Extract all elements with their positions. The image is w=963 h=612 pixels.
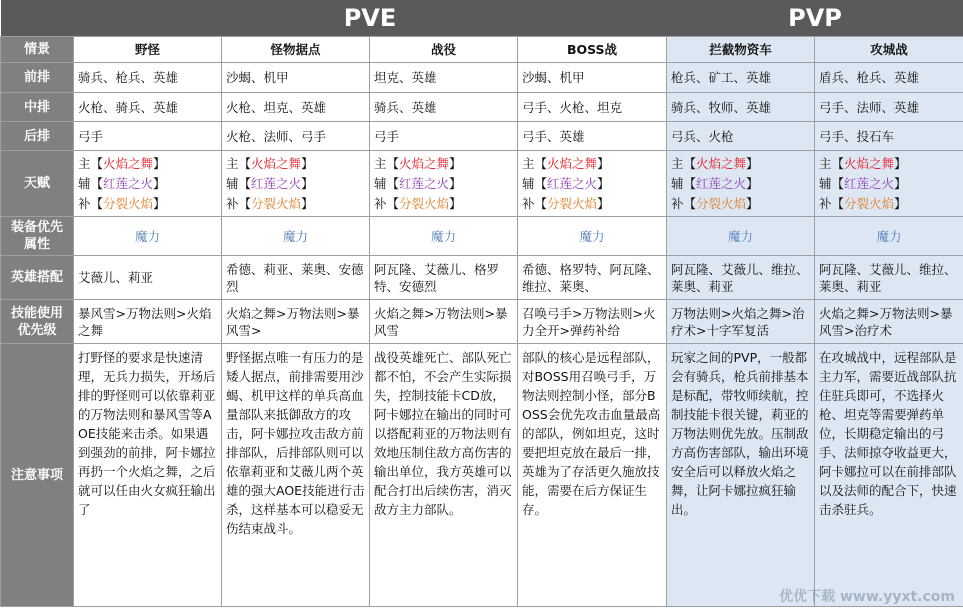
cell: 希德、格罗特、阿瓦隆、维拉、莱奥、 [518, 256, 667, 300]
cell: 艾薇儿、莉亚 [74, 256, 222, 300]
talent-cell [370, 151, 518, 217]
situation-label: 情景 [1, 37, 74, 63]
cell: 弓手、英雄 [518, 122, 667, 151]
talent-extra: 补【分裂火焰】 [226, 195, 314, 211]
header-corner [1, 0, 74, 37]
talent-sub: 辅【红莲之火】 [522, 175, 610, 191]
cell: 盾兵、枪兵、英雄 [815, 63, 963, 93]
cell: 火枪、坦克、英雄 [222, 93, 370, 122]
talent-cell [222, 151, 370, 217]
note-cell: 野怪据点唯一有压力的是矮人据点，前排需要用沙蝎、机甲这样的单兵高血量部队来抵御敌方的攻击，阿卡娜拉攻击敌方前排部队，后排部队则可以依靠莉亚和艾薇儿两个英雄的强大AOE技能进行击杀，这样基本可以稳妥无伤结束战斗。 [222, 344, 370, 607]
talent-extra: 补【分裂火焰】 [819, 195, 907, 211]
cell: 万物法则>火焰之舞>治疗术>十字军复活 [667, 300, 815, 344]
talent-main: 主【火焰之舞】 [78, 155, 166, 171]
talent-main: 主【火焰之舞】 [374, 155, 462, 171]
talent-extra: 补【分裂火焰】 [671, 195, 759, 211]
cell: 沙蝎、机甲 [222, 63, 370, 93]
talent-main: 主【火焰之舞】 [671, 155, 759, 171]
talent-extra: 补【分裂火焰】 [374, 195, 462, 211]
skills-row [1, 300, 963, 344]
talent-cell [74, 151, 222, 217]
note-cell: 战役英雄死亡、部队死亡都不怕，不会产生实际损失，控制技能卡CD放，阿卡娜拉在输出的同时可以搭配莉亚的万物法则有效地压制住敌方高伤害的输出单位，我方英雄可以配合打出后续伤害，消灭敌方主力部队。 [370, 344, 518, 607]
note-cell: 打野怪的要求是快速清理，无兵力损失，开场后排的野怪则可以依靠莉亚的万物法则和暴风雪等AOE技能来击杀。如果遇到强劲的前排，阿卡娜拉再扔一个火焰之舞，之后就可以任由火女疯狂输出了 [74, 344, 222, 607]
cell: 暴风雪>万物法则>火焰之舞 [74, 300, 222, 344]
cell: 火焰之舞>万物法则>暴风雪> [222, 300, 370, 344]
equip-label: 装备优先属性 [1, 217, 74, 256]
talent-sub: 辅【红莲之火】 [671, 175, 759, 191]
cell: 召唤弓手>万物法则>火力全开>弹药补给 [518, 300, 667, 344]
back-row [1, 122, 963, 151]
equip-value: 魔力 [518, 217, 667, 256]
talent-cell [815, 151, 963, 217]
cell: 弓手、投石车 [815, 122, 963, 151]
section-header-row [1, 0, 963, 37]
cell: 阿瓦隆、艾薇儿、格罗特、安德烈 [370, 256, 518, 300]
talent-row [1, 151, 963, 217]
cell: 火焰之舞>万物法则>暴风雪>治疗术 [815, 300, 963, 344]
middle-label: 中排 [1, 93, 74, 122]
cell: 坦克、英雄 [370, 63, 518, 93]
note-cell: 在攻城战中，远程部队是主力军，需要近战部队抗住驻兵即可，不选择火枪、坦克等需要弹药单位，长期稳定输出的弓手、法师掠夺收益更大，阿卡娜拉可以在前排部队以及法师的配合下，快速击杀驻兵。 [815, 344, 963, 607]
talent-sub: 辅【红莲之火】 [819, 175, 907, 191]
notes-row [1, 344, 963, 607]
col-header: 野怪 [74, 37, 222, 63]
heroes-label: 英雄搭配 [1, 256, 74, 300]
note-cell: 部队的核心是远程部队，对BOSS用召唤弓手，万物法则控制小怪，部分BOSS会优先攻击血量最高的部队，例如坦克，这时要把坦克放在最后一排，英雄为了存活更久施放技能，需要在后方保证生存。 [518, 344, 667, 607]
talent-sub: 辅【红莲之火】 [226, 175, 314, 191]
pve-header: PVE [74, 0, 667, 37]
talent-main: 主【火焰之舞】 [522, 155, 610, 171]
talent-extra: 补【分裂火焰】 [78, 195, 166, 211]
talent-cell [518, 151, 667, 217]
cell: 阿瓦隆、艾薇儿、维拉、莱奥、莉亚 [815, 256, 963, 300]
cell: 弓手、法师、英雄 [815, 93, 963, 122]
pvp-header: PVP [667, 0, 963, 37]
talent-main: 主【火焰之舞】 [819, 155, 907, 171]
cell: 火焰之舞>万物法则>暴风雪 [370, 300, 518, 344]
cell: 骑兵、英雄 [370, 93, 518, 122]
cell: 弓手 [370, 122, 518, 151]
notes-label: 注意事项 [1, 344, 74, 607]
equip-value: 魔力 [667, 217, 815, 256]
skills-label: 技能使用优先级 [1, 300, 74, 344]
col-header: 战役 [370, 37, 518, 63]
equip-row [1, 217, 963, 256]
cell: 弓兵、火枪 [667, 122, 815, 151]
cell: 弓手、火枪、坦克 [518, 93, 667, 122]
front-row [1, 63, 963, 93]
equip-value: 魔力 [815, 217, 963, 256]
cell: 希德、莉亚、莱奥、安德烈 [222, 256, 370, 300]
front-label: 前排 [1, 63, 74, 93]
talent-main: 主【火焰之舞】 [226, 155, 314, 171]
talent-sub: 辅【红莲之火】 [78, 175, 166, 191]
heroes-row [1, 256, 963, 300]
cell: 弓手 [74, 122, 222, 151]
equip-value: 魔力 [370, 217, 518, 256]
middle-row [1, 93, 963, 122]
cell: 沙蝎、机甲 [518, 63, 667, 93]
back-label: 后排 [1, 122, 74, 151]
col-header: 怪物据点 [222, 37, 370, 63]
cell: 枪兵、矿工、英雄 [667, 63, 815, 93]
talent-cell [667, 151, 815, 217]
col-header: 攻城战 [815, 37, 963, 63]
col-header: 拦截物资车 [667, 37, 815, 63]
talent-sub: 辅【红莲之火】 [374, 175, 462, 191]
note-cell: 玩家之间的PVP，一般都会有骑兵，枪兵前排基本是标配，带牧师续航，控制技能卡很关键，莉亚的万物法则优先放。压制敌方高伤害部队，输出环境安全后可以释放火焰之舞，让阿卡娜拉疯狂输出。 [667, 344, 815, 607]
talent-extra: 补【分裂火焰】 [522, 195, 610, 211]
equip-value: 魔力 [222, 217, 370, 256]
talent-label: 天赋 [1, 151, 74, 217]
cell: 骑兵、枪兵、英雄 [74, 63, 222, 93]
cell: 阿瓦隆、艾薇儿、维拉、莱奥、莉亚 [667, 256, 815, 300]
equip-value: 魔力 [74, 217, 222, 256]
cell: 骑兵、牧师、英雄 [667, 93, 815, 122]
watermark: 优优下载 www.yyxt.com [779, 589, 955, 605]
cell: 火枪、骑兵、英雄 [74, 93, 222, 122]
situation-row [1, 37, 963, 63]
col-header: BOSS战 [518, 37, 667, 63]
cell: 火枪、法师、弓手 [222, 122, 370, 151]
